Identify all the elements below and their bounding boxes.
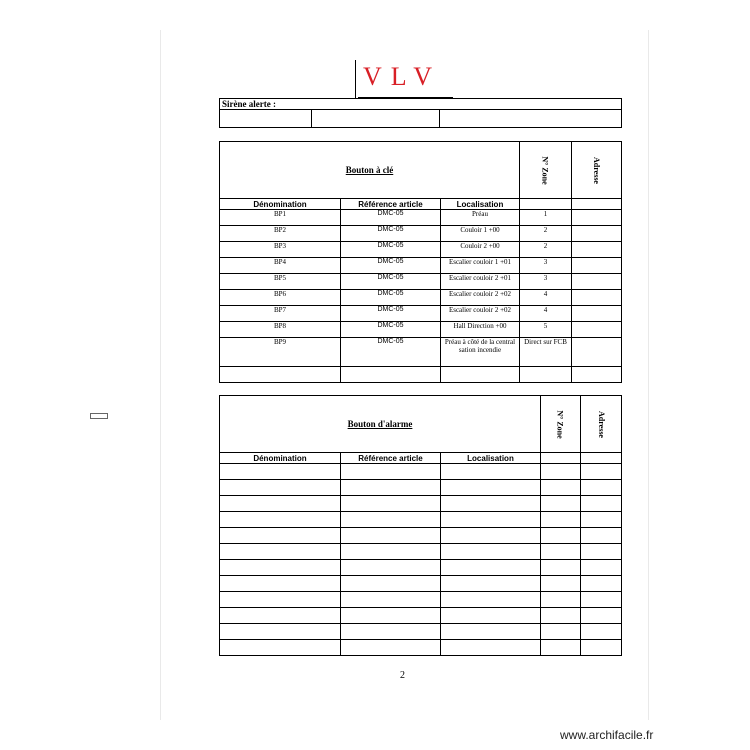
localisation-cell: Couloir 1 +00	[441, 226, 520, 242]
localisation-cell: Préau	[441, 210, 520, 226]
col-localisation: Localisation	[441, 199, 520, 210]
denomination-cell: BP9	[220, 338, 341, 367]
blank-cell	[441, 560, 541, 576]
blank-cell	[581, 480, 622, 496]
col-zone-blank	[520, 199, 572, 210]
blank-cell	[581, 464, 622, 480]
zone-cell: 2	[520, 242, 572, 258]
blank-cell	[220, 560, 341, 576]
blank-cell	[220, 367, 341, 383]
blank-cell	[441, 544, 541, 560]
blank-cell	[541, 640, 581, 656]
table-row	[220, 210, 622, 226]
blank-cell	[520, 367, 572, 383]
blank-cell	[581, 496, 622, 512]
blank-cell	[541, 512, 581, 528]
col-reference: Référence article	[341, 453, 441, 464]
blank-cell	[341, 608, 441, 624]
blank-cell	[581, 544, 622, 560]
zone-cell: 3	[520, 258, 572, 274]
zone-cell: 4	[520, 306, 572, 322]
adresse-header: Adresse	[572, 142, 622, 199]
denomination-cell: BP3	[220, 242, 341, 258]
table-row	[220, 274, 622, 290]
blank-cell	[441, 576, 541, 592]
blank-cell	[341, 512, 441, 528]
watermark: www.archifacile.fr	[560, 728, 654, 742]
reference-cell: DMC-05	[341, 322, 441, 338]
blank-cell	[220, 576, 341, 592]
blank-cell	[341, 367, 441, 383]
blank-cell	[441, 367, 520, 383]
denomination-cell: BP2	[220, 226, 341, 242]
reference-cell: DMC-05	[341, 242, 441, 258]
zone-cell: 1	[520, 210, 572, 226]
zone-cell: 4	[520, 290, 572, 306]
blank-cell	[581, 512, 622, 528]
denomination-cell: BP4	[220, 258, 341, 274]
blank-cell	[441, 464, 541, 480]
adresse-cell	[572, 290, 622, 306]
blank-cell	[220, 464, 341, 480]
blank-cell	[220, 512, 341, 528]
logo-bar	[355, 60, 356, 98]
blank-cell	[541, 528, 581, 544]
bouton-cle-title: Bouton à clé	[220, 142, 520, 199]
blank-cell	[541, 624, 581, 640]
table-row	[220, 464, 622, 480]
blank-cell	[220, 528, 341, 544]
col-adresse-blank	[581, 453, 622, 464]
blank-cell	[581, 608, 622, 624]
sirene-cell	[220, 110, 312, 128]
bouton-alarme-table	[219, 395, 622, 656]
sirene-table	[219, 98, 622, 128]
table-row-blank	[220, 367, 622, 383]
zone-cell: 5	[520, 322, 572, 338]
adresse-cell	[572, 274, 622, 290]
col-reference: Référence article	[341, 199, 441, 210]
page-left-edge	[160, 30, 161, 720]
zone-cell: 3	[520, 274, 572, 290]
blank-cell	[341, 640, 441, 656]
margin-mark	[90, 413, 108, 419]
bouton-cle-table	[219, 141, 622, 383]
blank-cell	[441, 592, 541, 608]
reference-cell: DMC-05	[341, 258, 441, 274]
blank-cell	[341, 496, 441, 512]
table-row	[220, 640, 622, 656]
blank-cell	[581, 640, 622, 656]
table-row	[220, 338, 622, 367]
sirene-cell	[312, 110, 440, 128]
table-row	[220, 608, 622, 624]
blank-cell	[441, 608, 541, 624]
blank-cell	[341, 464, 441, 480]
page-number: 2	[400, 670, 405, 681]
table-row	[220, 624, 622, 640]
col-denomination: Dénomination	[220, 199, 341, 210]
localisation-cell: Escalier couloir 2 +01	[441, 274, 520, 290]
zone-header: N° Zone	[541, 396, 581, 453]
blank-cell	[541, 608, 581, 624]
blank-cell	[541, 480, 581, 496]
reference-cell: DMC-05	[341, 210, 441, 226]
table-row	[220, 290, 622, 306]
blank-cell	[572, 367, 622, 383]
blank-cell	[541, 560, 581, 576]
blank-cell	[220, 640, 341, 656]
zone-header: N° Zone	[520, 142, 572, 199]
col-zone-blank	[541, 453, 581, 464]
table-row	[220, 480, 622, 496]
table-row	[220, 512, 622, 528]
blank-cell	[541, 464, 581, 480]
blank-cell	[441, 512, 541, 528]
reference-cell: DMC-05	[341, 338, 441, 367]
blank-cell	[341, 576, 441, 592]
blank-cell	[220, 496, 341, 512]
localisation-cell: Escalier couloir 1 +01	[441, 258, 520, 274]
blank-cell	[541, 576, 581, 592]
table-row	[220, 592, 622, 608]
denomination-cell: BP6	[220, 290, 341, 306]
blank-cell	[341, 480, 441, 496]
denomination-cell: BP1	[220, 210, 341, 226]
adresse-cell	[572, 242, 622, 258]
col-adresse-blank	[572, 199, 622, 210]
blank-cell	[220, 624, 341, 640]
blank-cell	[441, 624, 541, 640]
adresse-header: Adresse	[581, 396, 622, 453]
localisation-cell: Hall Direction +00	[441, 322, 520, 338]
blank-cell	[581, 560, 622, 576]
table-row	[220, 306, 622, 322]
blank-cell	[581, 592, 622, 608]
page-right-edge	[648, 30, 649, 720]
localisation-cell: Escalier couloir 2 +02	[441, 306, 520, 322]
localisation-cell: Préau à côté de la central sation incendie	[441, 338, 520, 367]
blank-cell	[441, 480, 541, 496]
sirene-cell	[440, 110, 622, 128]
blank-cell	[341, 528, 441, 544]
table-row	[220, 560, 622, 576]
zone-cell: Direct sur FCB	[520, 338, 572, 367]
blank-cell	[220, 592, 341, 608]
table-row	[220, 226, 622, 242]
col-localisation: Localisation	[441, 453, 541, 464]
logo-text: VLV	[363, 62, 442, 91]
adresse-cell	[572, 338, 622, 367]
blank-cell	[441, 496, 541, 512]
adresse-cell	[572, 226, 622, 242]
zone-cell: 2	[520, 226, 572, 242]
blank-cell	[541, 544, 581, 560]
table-row	[220, 576, 622, 592]
blank-cell	[541, 592, 581, 608]
localisation-cell: Escalier couloir 2 +02	[441, 290, 520, 306]
reference-cell: DMC-05	[341, 306, 441, 322]
blank-cell	[220, 480, 341, 496]
table-row	[220, 496, 622, 512]
blank-cell	[541, 496, 581, 512]
col-denomination: Dénomination	[220, 453, 341, 464]
blank-cell	[441, 640, 541, 656]
adresse-cell	[572, 306, 622, 322]
table-row	[220, 528, 622, 544]
reference-cell: DMC-05	[341, 290, 441, 306]
blank-cell	[220, 544, 341, 560]
reference-cell: DMC-05	[341, 226, 441, 242]
adresse-cell	[572, 258, 622, 274]
blank-cell	[341, 624, 441, 640]
denomination-cell: BP8	[220, 322, 341, 338]
reference-cell: DMC-05	[341, 274, 441, 290]
table-row	[220, 242, 622, 258]
blank-cell	[341, 560, 441, 576]
blank-cell	[581, 528, 622, 544]
sirene-label: Sirène alerte :	[220, 99, 622, 110]
adresse-cell	[572, 322, 622, 338]
blank-cell	[441, 528, 541, 544]
bouton-alarme-title: Bouton d'alarme	[220, 396, 541, 453]
localisation-cell: Couloir 2 +00	[441, 242, 520, 258]
denomination-cell: BP5	[220, 274, 341, 290]
blank-cell	[341, 592, 441, 608]
table-row	[220, 258, 622, 274]
table-row	[220, 544, 622, 560]
denomination-cell: BP7	[220, 306, 341, 322]
blank-cell	[341, 544, 441, 560]
blank-cell	[220, 608, 341, 624]
adresse-cell	[572, 210, 622, 226]
table-row	[220, 322, 622, 338]
blank-cell	[581, 624, 622, 640]
blank-cell	[581, 576, 622, 592]
